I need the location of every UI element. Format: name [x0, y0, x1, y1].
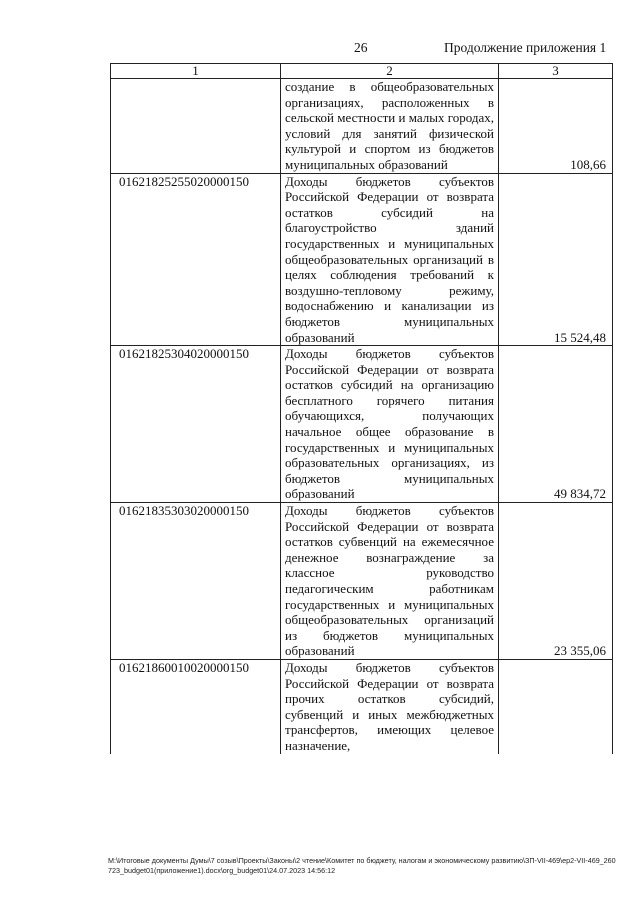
budget-code: 01621835303020000150: [111, 503, 281, 660]
income-table: [110, 63, 613, 754]
income-description: Доходы бюджетов субъектов Российской Федерации от возврата остатков субвенций на ежемесячное денежное вознаграждение за классное руководство педагогическим работникам государственных и муниципальных общеобразовательных организаций из бюджетов муниципальных образований: [281, 503, 499, 660]
table-row: [111, 173, 613, 346]
amount: [499, 659, 613, 753]
column-header: 2: [281, 64, 499, 79]
amount: 108,66: [499, 79, 613, 174]
page-number: 26: [354, 40, 368, 55]
income-description: Доходы бюджетов субъектов Российской Федерации от возврата остатков субсидий на организацию бесплатного горячего питания обучающихся, получающих начальное общее образование в государственных и муниципальных образовательных организациях, из бюджетов муниципальных образований: [281, 346, 499, 503]
income-description: создание в общеобразовательных организациях, расположенных в сельской местности и малых городах, условий для занятий физической культурой и спортом из бюджетов муниципальных образований: [281, 79, 499, 174]
amount: 15 524,48: [499, 173, 613, 346]
table-row: [111, 659, 613, 753]
file-path-footer: M:\Итоговые документы Думы\7 созыв\Проекты\Законы\2 чтение\Комитет по бюджету, налогам и экономическому развитию\ЗП-VII-469\ep2-VII-469_260723_budget01(приложение1).docx\org_budget01\24.07.2023 14:56:12: [108, 856, 616, 875]
income-description: Доходы бюджетов субъектов Российской Федерации от возврата прочих остатков субсидий, субвенций и иных межбюджетных трансфертов, имеющих целевое назначение,: [281, 659, 499, 753]
amount: 23 355,06: [499, 503, 613, 660]
budget-code: [111, 79, 281, 174]
page-header: [0, 40, 640, 60]
table-row: [111, 503, 613, 660]
column-header-row: [111, 64, 613, 79]
continuation-label: Продолжение приложения 1: [444, 40, 607, 55]
column-header: 3: [499, 64, 613, 79]
income-description: Доходы бюджетов субъектов Российской Федерации от возврата остатков субсидий на благоустройство зданий государственных и муниципальных общеобразовательных организаций в целях соблюдения требований к воздушно-тепловому режиму, водоснабжению и канализации из бюджетов муниципальных образований: [281, 173, 499, 346]
budget-code: 01621825255020000150: [111, 173, 281, 346]
budget-code: 01621860010020000150: [111, 659, 281, 753]
table-row: [111, 79, 613, 174]
amount: 49 834,72: [499, 346, 613, 503]
budget-code: 01621825304020000150: [111, 346, 281, 503]
column-header: 1: [111, 64, 281, 79]
table-row: [111, 346, 613, 503]
